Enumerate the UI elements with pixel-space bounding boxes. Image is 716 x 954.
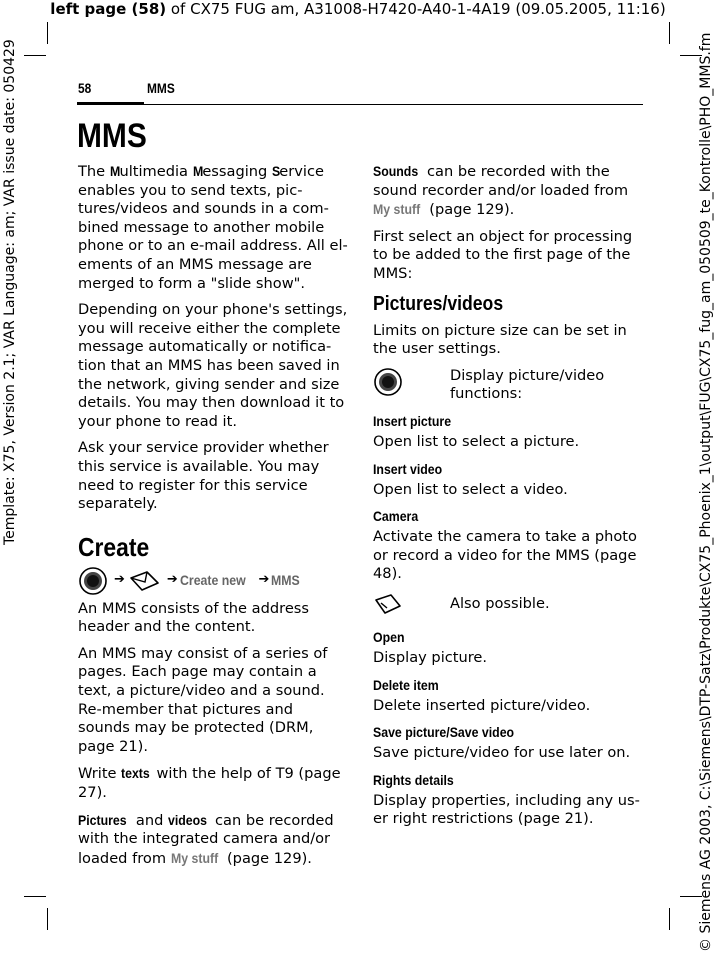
header-rule [144,104,643,105]
provider-paragraph: Ask your service provider whether this service is available. You may need to register for this service separately. [78,439,329,513]
nav-key-icon [373,367,403,397]
insert-video-label: Insert video [373,460,443,477]
file-page-label: left page (58) [50,0,167,18]
insert-picture-desc: Open list to select a picture. [373,432,580,450]
open-label: Open [373,628,405,645]
file-details: of CX75 FUG am, A31008-H7420-A40-1-4A19 (09.05.2005, 11:16) [166,0,666,18]
template-margin-text: Template: X75, Version 2.1; VAR Language: am; VAR issue date: 050429 [2,39,18,545]
crop-mark [24,896,46,897]
file-info-header [0,0,716,18]
rights-details-label: Rights details [373,771,454,788]
crop-mark [669,22,670,44]
page-number: 58 [78,80,92,96]
save-label: Save picture/Save video [373,724,515,741]
delete-item-desc: Delete inserted picture/video. [373,696,591,714]
pictures-paragraph: Pictures and videos can be recorded with the integrated camera and/or loaded from My stuff (page 129). [78,811,334,867]
arrow-icon: ➔ [114,572,125,588]
limits-paragraph: Limits on picture size can be set in the user settings. [373,321,627,358]
header-rule-thick [77,102,144,105]
camera-desc: Activate the camera to take a photo or record a video for the MMS (page 48). [373,528,637,583]
running-section-title: MMS [147,80,175,96]
save-desc: Save picture/video for use later on. [373,744,631,762]
nav-key-instruction [373,367,643,404]
create-new-menu: Create new [179,572,246,589]
texts-paragraph: Write texts with the help of T9 (page 27). [78,765,341,802]
crop-mark [47,22,48,44]
open-desc: Display picture. [373,648,488,666]
options-instruction-text: Also possible. [450,594,550,612]
select-object-paragraph: First select an object for processing to be added to the first page of the MMS: [373,227,633,282]
right-column [373,162,643,837]
crop-mark [669,908,670,930]
sounds-paragraph: Sounds can be recorded with the sound recorder and/or loaded from My stuff (page 129). [373,163,629,219]
mms-menu: MMS [271,572,301,589]
insert-picture-label: Insert picture [373,412,452,429]
address-paragraph: An MMS consists of the address header and the content. [78,599,310,636]
settings-paragraph: Depending on your phone's settings, you will receive either the complete message automatically or notifica-tion that an MMS has been saved in the network, giving sender and size details. You may then download it to your phone to read it. [78,301,348,430]
left-column [78,162,348,876]
arrow-icon: ➔ [258,572,270,588]
arrow-icon: ➔ [166,572,178,588]
page-title: MMS [77,117,147,155]
intro-paragraph: The Multimedia Messaging Service enables you to send texts, pic-tures/videos and sounds in a com-bined message to another mobile phone or to an e-mail address. All el-ements of an MMS message are merged to form a "slide show". [78,163,348,292]
rights-details-desc: Display properties, including any us-er right restrictions (page 21). [373,791,640,828]
crop-mark [47,908,48,930]
camera-label: Camera [373,508,419,525]
nav-key-icon [78,566,108,596]
options-key-icon [373,592,403,616]
create-heading: Create [78,531,150,562]
menu-path [78,568,348,594]
insert-video-desc: Open list to select a video. [373,480,568,498]
options-instruction [373,592,643,616]
copyright-margin-text: © Siemens AG 2003, C:\Siemens\DTP-Satz\Produkte\CX75_Phoenix_1\output\FUG\CX75_fug_am_050509_te_Kontrolle\PHO_MMS.fm [698,32,714,952]
pages-paragraph: An MMS may consist of a series of pages. Each page may contain a text, a picture/video and a sound. Re-member that pictures and sounds may be protected (DRM, page 21). [78,644,328,755]
nav-key-instruction-text: Display picture/video functions: [450,366,605,403]
delete-item-label: Delete item [373,676,439,693]
pictures-videos-heading: Pictures/videos [373,292,504,315]
crop-mark [24,55,46,56]
message-envelope-icon [127,569,161,593]
